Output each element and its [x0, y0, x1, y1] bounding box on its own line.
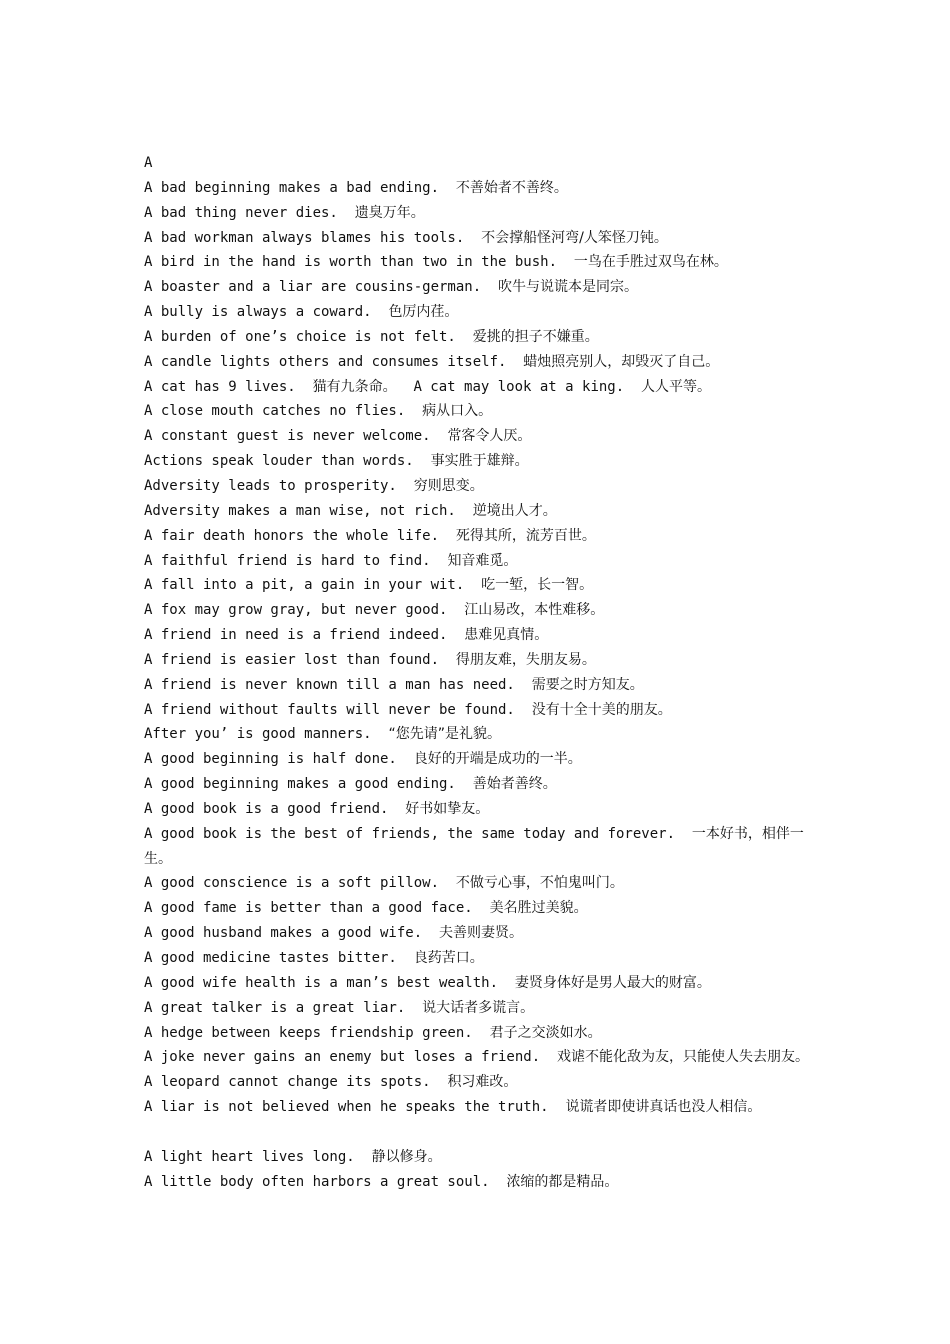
proverb-chinese: 人人平等。 [641, 378, 712, 395]
proverb-chinese: 善始者善终。 [472, 776, 557, 793]
proverb-entry [144, 549, 810, 574]
proverb-chinese: 说谎者即使讲真话也没人相信。 [565, 1099, 762, 1116]
proverb-chinese: 蜡烛照亮别人，却毁灭了自己。 [523, 353, 720, 370]
proverb-chinese: 病从口入。 [422, 403, 493, 420]
proverb-english: A great talker is a great liar. [144, 999, 406, 1016]
proverb-english: A friend without faults will never be found. [144, 701, 515, 718]
proverb-chinese: 患难见真情。 [464, 627, 549, 644]
proverb-english: A fair death honors the whole life. [144, 527, 440, 544]
proverb-chinese: 知音难觅。 [447, 552, 518, 569]
section-letter: A [144, 155, 153, 171]
proverb-english: A bad workman always blames his tools. [144, 229, 465, 246]
proverb-entry [144, 524, 810, 549]
proverb-english: A little body often harbors a great soul. [144, 1173, 490, 1190]
proverb-entry [144, 350, 810, 375]
proverb-english: A fall into a pit, a gain in your wit. [144, 577, 465, 594]
proverb-english: A bird in the hand is worth than two in the bush. [144, 254, 558, 271]
proverb-english: A bully is always a coward. [144, 304, 372, 321]
proverb-english: After you’ is good manners. [144, 726, 372, 743]
proverb-entry [144, 971, 810, 996]
proverb-english: A cat has 9 lives. [144, 378, 296, 395]
proverb-entry [144, 226, 810, 251]
proverb-chinese: 妻贤身体好是男人最大的财富。 [514, 974, 711, 991]
proverb-chinese: 不会撑船怪河弯/人笨怪刀钝。 [481, 229, 668, 246]
proverb-english: A leopard cannot change its spots. [144, 1074, 431, 1091]
proverb-chinese: 没有十全十美的朋友。 [531, 701, 672, 718]
proverb-entry [144, 623, 810, 648]
proverb-entry [144, 896, 810, 921]
proverb-english: A good fame is better than a good face. [144, 900, 473, 917]
proverb-chinese: 夫善则妻贤。 [439, 925, 524, 942]
proverb-english: A boaster and a liar are cousins-german. [144, 279, 482, 296]
proverb-entry [144, 1170, 810, 1195]
proverb-english: A fox may grow gray, but never good. [144, 602, 448, 619]
proverb-entry [144, 176, 810, 201]
proverb-english: A good wife health is a man’s best wealth. [144, 974, 499, 991]
proverb-english: A good beginning is half done. [144, 751, 397, 768]
proverb-entry [144, 673, 810, 698]
proverb-entry [144, 648, 810, 673]
proverb-entry [144, 747, 810, 772]
proverb-chinese: “您先请”是礼貌。 [388, 726, 501, 743]
proverb-entry [144, 499, 810, 524]
proverb-chinese: 吃一堑，长一智。 [481, 577, 594, 594]
proverb-entry [144, 1045, 810, 1070]
proverb-english: A friend is never known till a man has need. [144, 676, 515, 693]
proverb-chinese: 积习难改。 [447, 1074, 518, 1091]
proverb-entry [144, 1021, 810, 1046]
proverb-english: A good husband makes a good wife. [144, 925, 423, 942]
proverb-english: Actions speak louder than words. [144, 453, 414, 470]
proverb-entry [144, 325, 810, 350]
proverb-entry [144, 1095, 810, 1120]
proverb-english: A good conscience is a soft pillow. [144, 875, 440, 892]
proverb-chinese: 吹牛与说谎本是同宗。 [498, 279, 639, 296]
proverb-english: A good beginning makes a good ending. [144, 776, 456, 793]
proverb-entry [144, 201, 810, 226]
proverb-english: A friend is easier lost than found. [144, 651, 440, 668]
proverb-english: A liar is not believed when he speaks the truth. [144, 1099, 549, 1116]
proverb-entry [144, 300, 810, 325]
proverb-chinese: 事实胜于雄辩。 [430, 453, 529, 470]
proverb-entry [144, 996, 810, 1021]
proverb-chinese: 不善始者不善终。 [455, 179, 568, 196]
proverb-chinese: 一本好书，相伴一生。 [144, 825, 804, 867]
proverb-chinese: 色厉内荏。 [388, 304, 459, 321]
proverb-english: A cat may look at a king. [413, 378, 625, 395]
proverb-chinese: 爱挑的担子不嫌重。 [472, 328, 599, 345]
proverb-english: A burden of one’s choice is not felt. [144, 328, 456, 345]
proverb-chinese: 说大话者多谎言。 [422, 999, 535, 1016]
proverb-chinese: 死得其所，流芳百世。 [455, 527, 596, 544]
proverb-entry [144, 871, 810, 896]
proverb-chinese: 逆境出人才。 [472, 502, 557, 519]
proverb-chinese: 美名胜过美貌。 [489, 900, 588, 917]
proverb-chinese: 好书如挚友。 [405, 800, 490, 817]
proverb-chinese: 一鸟在手胜过双鸟在林。 [573, 254, 728, 271]
proverb-chinese: 静以修身。 [371, 1148, 442, 1165]
proverb-entry [144, 275, 810, 300]
proverb-english: A good medicine tastes bitter. [144, 950, 397, 966]
proverb-english: A good book is a good friend. [144, 800, 389, 817]
proverb-list [144, 151, 810, 1194]
proverb-chinese: 浓缩的都是精品。 [506, 1173, 619, 1190]
proverb-english: A good book is the best of friends, the same today and forever. [144, 825, 676, 842]
proverb-chinese: 不做亏心事，不怕鬼叫门。 [455, 875, 624, 892]
proverb-english: A hedge between keeps friendship green. [144, 1024, 473, 1041]
proverb-english: A candle lights others and consumes itself. [144, 353, 507, 370]
proverb-chinese: 常客令人厌。 [447, 428, 532, 445]
proverb-entry [144, 424, 810, 449]
proverb-english: A constant guest is never welcome. [144, 428, 431, 445]
proverb-entry [144, 772, 810, 797]
proverb-english: A friend in need is a friend indeed. [144, 627, 448, 644]
blank-line [144, 1120, 810, 1145]
proverb-entry [144, 250, 810, 275]
proverb-entry [144, 946, 810, 971]
proverb-chinese: 需要之时方知友。 [531, 676, 644, 693]
proverb-entry [144, 698, 810, 723]
proverb-chinese: 良药苦口。 [413, 950, 484, 966]
proverb-english: A joke never gains an enemy but loses a friend. [144, 1049, 541, 1066]
proverb-english: A bad thing never dies. [144, 204, 338, 221]
proverb-entry [144, 797, 810, 822]
proverb-chinese: 猫有九条命。 [312, 378, 397, 395]
proverb-english: Adversity makes a man wise, not rich. [144, 502, 456, 519]
proverb-entry [144, 1070, 810, 1095]
proverb-entry [144, 722, 810, 747]
proverb-entry [144, 449, 810, 474]
proverb-entry [144, 921, 810, 946]
proverb-chinese: 良好的开端是成功的一半。 [413, 751, 582, 768]
proverb-english: A faithful friend is hard to find. [144, 552, 431, 569]
proverb-entry [144, 474, 810, 499]
proverb-english: A light heart lives long. [144, 1148, 355, 1165]
proverb-english: A bad beginning makes a bad ending. [144, 179, 440, 196]
proverb-entry [144, 1145, 810, 1170]
proverb-entry [144, 399, 810, 424]
proverb-entry [144, 375, 810, 400]
proverb-chinese: 得朋友难，失朋友易。 [455, 651, 596, 668]
proverb-chinese: 江山易改，本性难移。 [464, 602, 605, 619]
proverb-english: A close mouth catches no flies. [144, 403, 406, 420]
proverb-chinese: 遗臭万年。 [354, 204, 425, 221]
proverb-entry [144, 822, 810, 872]
proverb-chinese: 君子之交淡如水。 [489, 1024, 602, 1041]
proverb-chinese: 穷则思变。 [413, 477, 484, 494]
proverb-english: Adversity leads to prosperity. [144, 477, 397, 494]
proverb-chinese: 戏谑不能化敌为友，只能使人失去朋友。 [557, 1049, 810, 1066]
proverb-entry [144, 598, 810, 623]
proverb-entry [144, 573, 810, 598]
